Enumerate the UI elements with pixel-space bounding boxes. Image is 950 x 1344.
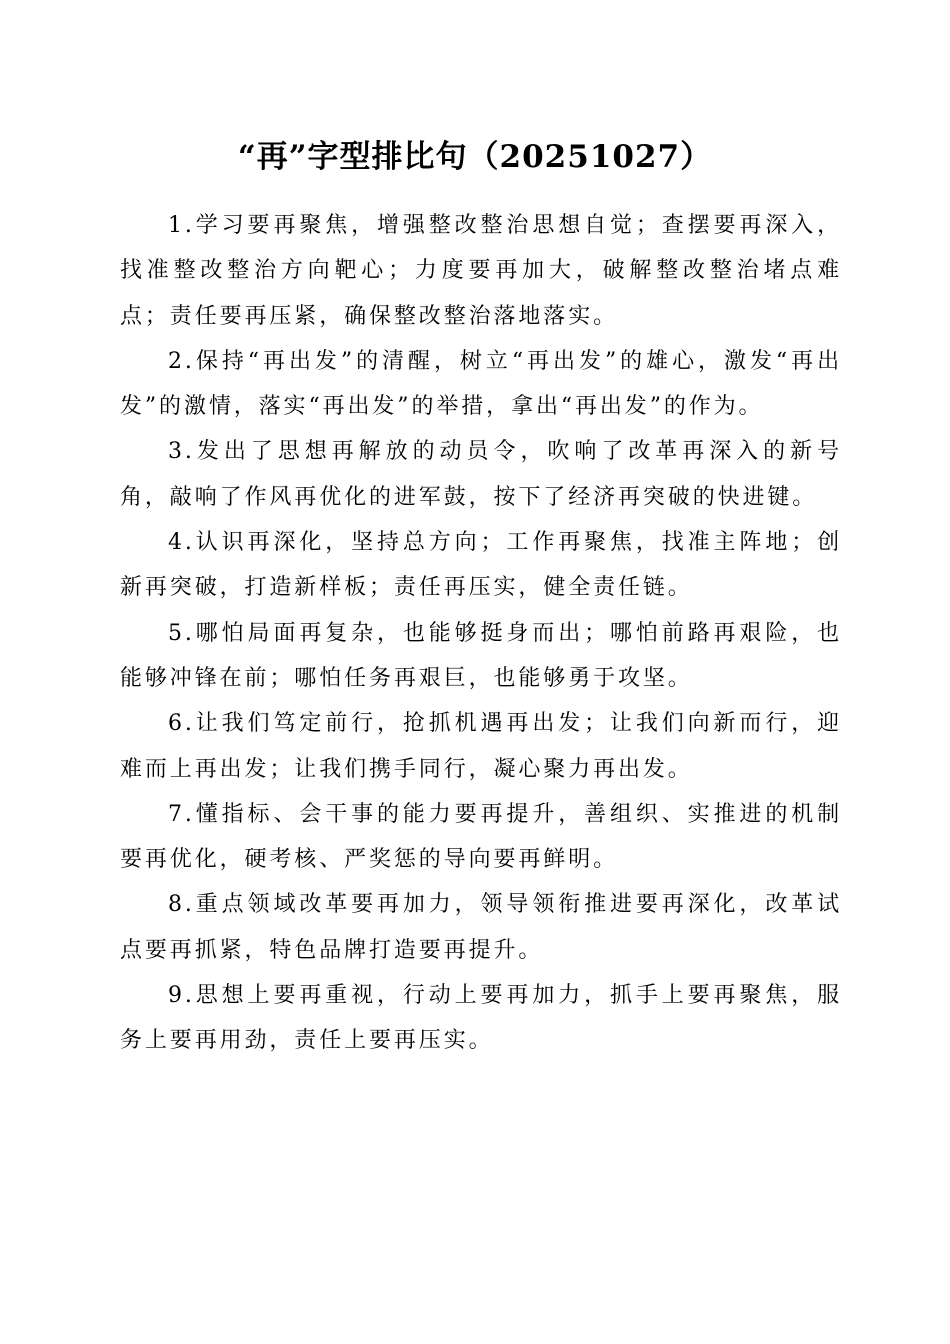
paragraph-1: 1.学习要再聚焦，增强整改整治思想自觉；查摆要再深入，找准整改整治方向靶心；力度要再加大，破解整改整治堵点难点；责任要再压紧，确保整改整治落地落实。 (120, 213, 842, 329)
document-title: “再”字型排比句（20251027） (237, 139, 713, 175)
paragraph-7: 7.懂指标、会干事的能力要再提升，善组织、实推进的机制要再优化，硬考核、严奖惩的导向要再鲜明。 (120, 801, 842, 873)
paragraph-2: 2.保持“再出发”的清醒，树立“再出发”的雄心，激发“再出发”的激情，落实“再出发”的举措，拿出“再出发”的作为。 (120, 348, 842, 420)
document-body (120, 203, 842, 1064)
paragraph-6: 6.让我们笃定前行，抢抓机遇再出发；让我们向新而行，迎难而上再出发；让我们携手同行，凝心聚力再出发。 (120, 711, 842, 782)
paragraph-5: 5.哪怕局面再复杂，也能够挺身而出；哪怕前路再艰险，也能够冲锋在前；哪怕任务再艰巨，也能够勇于攻坚。 (120, 620, 842, 691)
paragraph-9: 9.思想上要再重视，行动上要再加力，抓手上要再聚焦，服务上要再用劲，责任上要再压实。 (120, 983, 842, 1054)
paragraph-4: 4.认识再深化，坚持总方向；工作再聚焦，找准主阵地；创新再突破，打造新样板；责任再压实，健全责任链。 (120, 530, 842, 601)
paragraph-3: 3.发出了思想再解放的动员令，吹响了改革再深入的新号角，敲响了作风再优化的进军鼓，按下了经济再突破的快进键。 (120, 439, 842, 510)
paragraph-8: 8.重点领域改革要再加力，领导领衔推进要再深化，改革试点要再抓紧，特色品牌打造要再提升。 (120, 892, 842, 963)
